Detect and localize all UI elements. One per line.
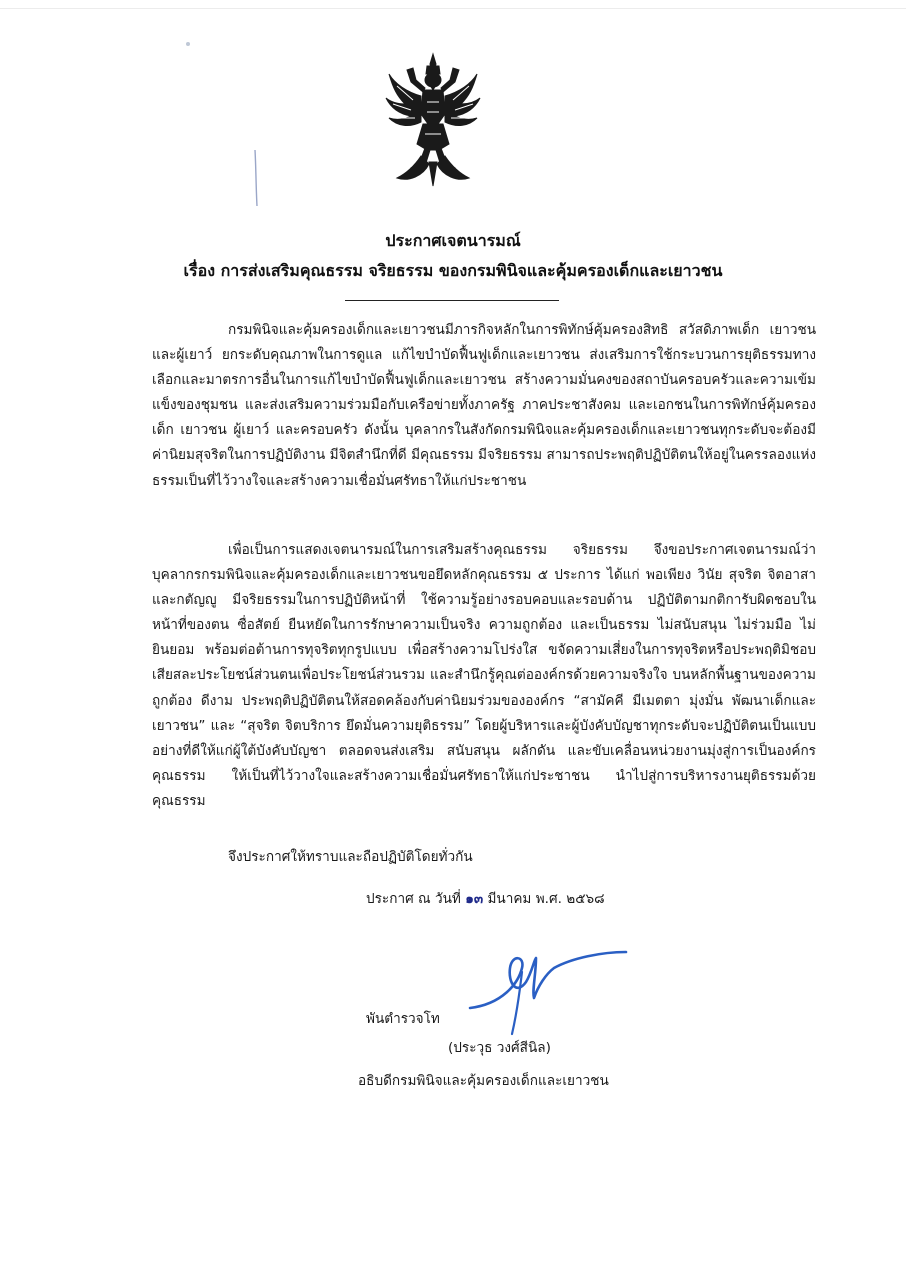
scan-speck: [186, 42, 190, 46]
date-prefix: ประกาศ ณ วันที่: [366, 891, 461, 907]
page-title: ประกาศเจตนารมณ์: [385, 231, 521, 250]
date-day: ๑๓: [465, 891, 484, 907]
title-divider: [345, 300, 559, 301]
signer-name: (ประวุธ วงศ์สีนิล): [448, 1040, 551, 1056]
signer-rank: พันตำรวจโท: [366, 1011, 440, 1027]
page-top-edge: [0, 0, 906, 9]
garuda-emblem-icon: [383, 52, 483, 187]
signature-icon: [462, 938, 630, 1038]
announcement-line: จึงประกาศให้ทราบและถือปฏิบัติโดยทั่วกัน: [228, 849, 473, 865]
document-subject: เรื่อง การส่งเสริมคุณธรรม จริยธรรม ของกรมพินิจและคุ้มครองเด็กและเยาวชน: [183, 261, 723, 280]
signer-position: อธิบดีกรมพินิจและคุ้มครองเด็กและเยาวชน: [358, 1073, 609, 1089]
pen-stroke-mark: [252, 148, 260, 208]
date-line: [366, 887, 605, 909]
date-month-year: มีนาคม พ.ศ. ๒๕๖๘: [487, 891, 605, 907]
body-paragraph-1: กรมพินิจและคุ้มครองเด็กและเยาวชนมีภารกิจหลักในการพิทักษ์คุ้มครองสิทธิ สวัสดิภาพเด็ก เยาวชน และผู้เยาว์ ยกระดับคุณภาพในการดูแล แก้ไขบำบัดฟื้นฟูเด็กและเยาวชน ส่งเสริมการใช้กระบวนการยุติธรรมทางเลือกและมาตรการอื่นในการแก้ไขบำบัดฟื้นฟูเด็กและเยาวชน สร้างความมั่นคงของสถาบันครอบครัวและความเข้มแข็งของชุมชน และส่งเสริมความร่วมมือกับเครือข่ายทั้งภาครัฐ ภาคประชาสังคม และเอกชนในการพิทักษ์คุ้มครองเด็ก เยาวชน ผู้เยาว์ และครอบครัว ดังนั้น บุคลากรในสังกัดกรมพินิจและคุ้มครองเด็กและเยาวชนทุกระดับจะต้องมีค่านิยมสุจริตในการปฏิบัติงาน มีจิตสำนึกที่ดี มีคุณธรรม มีจริยธรรม สามารถประพฤติปฏิบัติตนให้อยู่ในครรลองแห่งธรรมเป็นที่ไว้วางใจและสร้างความเชื่อมั่นศรัทธาให้แก่ประชาชน: [152, 322, 816, 489]
body-paragraph-2: เพื่อเป็นการแสดงเจตนารมณ์ในการเสริมสร้างคุณธรรม จริยธรรม จึงขอประกาศเจตนารมณ์ว่า บุคลากรกรมพินิจและคุ้มครองเด็กและเยาวชนขอยึดหลักคุณธรรม ๕ ประการ ได้แก่ พอเพียง วินัย สุจริต จิตอาสา และกตัญญู มีจริยธรรมในการปฏิบัติหน้าที่ ใช้ความรู้อย่างรอบคอบและรอบด้าน ปฏิบัติตามกติการับผิดชอบในหน้าที่ของตน ซื่อสัตย์ ยืนหยัดในการรักษาความเป็นจริง ความถูกต้อง และเป็นธรรม ไม่สนับสนุน ไม่ร่วมมือ ไม่ยินยอม พร้อมต่อต้านการทุจริตทุกรูปแบบ เพื่อสร้างความโปร่งใส ขจัดความเสี่ยงในการทุจริตหรือประพฤติมิชอบ เสียสละประโยชน์ส่วนตนเพื่อประโยชน์ส่วนรวม และสำนึกรู้คุณต่อองค์กรด้วยความจริงใจ บนหลักพื้นฐานของความถูกต้อง ดีงาม ประพฤติปฏิบัติตนให้สอดคล้องกับค่านิยมร่วมขององค์กร “สามัคคี มีเมตตา มุ่งมั่น พัฒนาเด็กและเยาวชน” และ “สุจริต จิตบริการ ยึดมั่นความยุติธรรม” โดยผู้บริหารและผู้บังคับบัญชาทุกระดับจะปฏิบัติตนเป็นแบบอย่างที่ดีให้แก่ผู้ใต้บังคับบัญชา ตลอดจนส่งเสริม สนับสนุน ผลักดัน และขับเคลื่อนหน่วยงานมุ่งสู่การเป็นองค์กรคุณธรรม ให้เป็นที่ไว้วางใจและสร้างความเชื่อมั่นศรัทธาให้แก่ประชาชน นำไปสู่การบริหารงานยุติธรรมด้วยคุณธรรม: [152, 542, 816, 809]
